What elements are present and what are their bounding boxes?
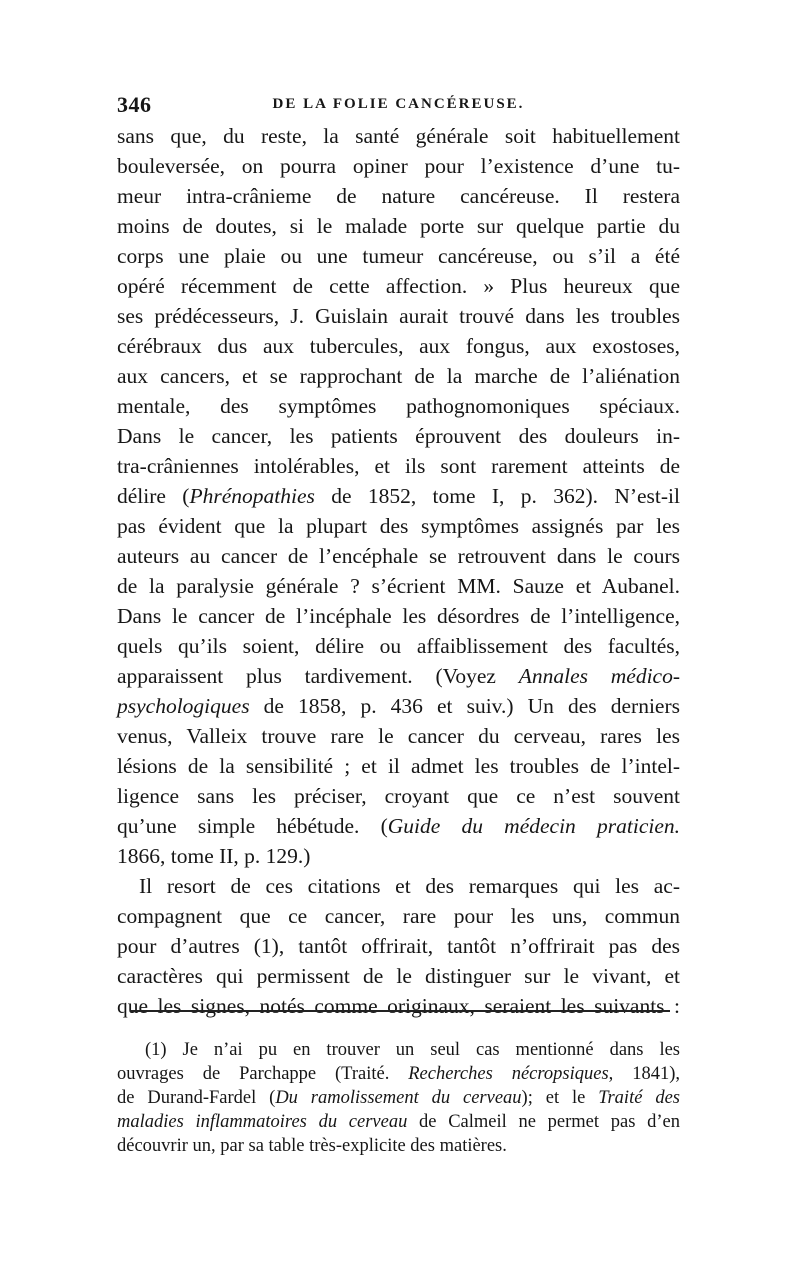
body-line: sans que, du reste, la santé générale soit habituellement	[117, 124, 680, 148]
body-line: ses prédécesseurs, J. Guislain aurait trouvé dans les troubles	[117, 304, 680, 328]
text-run: , 1841),	[608, 1064, 680, 1084]
italic-title: Du ramolissement du cerveau	[275, 1088, 522, 1108]
body-line: bouleversée, on pourra opiner pour l’existence d’une tu-	[117, 154, 680, 178]
page-number: 346	[117, 92, 152, 117]
footnote-line	[117, 1110, 680, 1134]
body-line: compagnent que ce cancer, rare pour les uns, commun	[117, 904, 680, 928]
footnote-line	[117, 1062, 680, 1086]
body-line	[117, 481, 680, 511]
body-line: auteurs au cancer de l’encéphale se retrouvent dans le cours	[117, 544, 680, 568]
body-line: corps une plaie ou une tumeur cancéreuse, ou s’il a été	[117, 244, 680, 268]
text-run: de Calmeil ne permet pas d’en	[407, 1112, 680, 1132]
text-run: qu’une simple hébétude. (	[117, 814, 388, 838]
body-line: mentale, des symptômes pathognomoniques spéciaux.	[117, 394, 680, 418]
body-line: pour d’autres (1), tantôt offrirait, tantôt n’offrirait pas des	[117, 934, 680, 958]
text-run: délire (	[117, 484, 190, 508]
body-line: 1866, tome II, p. 129.)	[117, 844, 311, 868]
italic-title: Recherches nécropsiques	[408, 1064, 609, 1084]
footnote-line: (1) Je n’ai pu en trouver un seul cas mentionné dans les	[145, 1040, 680, 1060]
text-run: de 1852, tome I, p. 362). N’est-il	[314, 484, 681, 508]
body-line: Dans le cancer de l’incéphale les désordres de l’intelligence,	[117, 604, 680, 628]
body-line: tra-crâniennes intolérables, et ils sont rarement atteints de	[117, 454, 680, 478]
footnote-line	[117, 1086, 680, 1110]
body-line: cérébraux dus aux tubercules, aux fongus, aux exostoses,	[117, 334, 680, 358]
text-run: de Durand-Fardel (	[117, 1088, 276, 1108]
body-line: caractères qui permissent de le distinguer sur le vivant, et	[117, 964, 680, 988]
italic-title: Traité des	[598, 1088, 680, 1108]
body-line	[117, 661, 680, 691]
italic-title: Phrénopathies	[189, 484, 315, 508]
italic-title: psychologiques	[117, 694, 250, 718]
footnote-divider	[130, 1010, 670, 1012]
body-line: quels qu’ils soient, délire ou affaiblissement des facultés,	[117, 634, 680, 658]
body-line	[117, 691, 680, 721]
body-line	[117, 811, 680, 841]
body-text	[117, 121, 680, 1021]
body-line: que les signes, notés comme originaux, seraient les suivants :	[117, 994, 680, 1018]
body-line: Dans le cancer, les patients éprouvent des douleurs in-	[117, 424, 680, 448]
body-line: pas évident que la plupart des symptômes assignés par les	[117, 514, 680, 538]
text-run: de 1858, p. 436 et suiv.) Un des derniers	[249, 694, 680, 718]
body-line: opéré récemment de cette affection. » Plus heureux que	[117, 274, 680, 298]
footnotes	[117, 1038, 680, 1158]
italic-title: Annales médico-	[518, 664, 680, 688]
running-title: DE LA FOLIE CANCÉREUSE.	[272, 96, 525, 112]
body-line: venus, Valleix trouve rare le cancer du cerveau, rares les	[117, 724, 680, 748]
text-run: ); et le	[521, 1088, 599, 1108]
text-run: ouvrages de Parchappe (Traité.	[117, 1064, 409, 1084]
body-line: moins de doutes, si le malade porte sur quelque partie du	[117, 214, 680, 238]
body-line: de la paralysie générale ? s’écrient MM. Sauze et Aubanel.	[117, 574, 680, 598]
footnote-line: découvrir un, par sa table très-explicite des matières.	[117, 1136, 507, 1156]
page-header	[117, 92, 680, 120]
italic-title: maladies inflammatoires du cerveau	[117, 1112, 408, 1132]
body-line: lésions de la sensibilité ; et il admet les troubles de l’intel-	[117, 754, 680, 778]
text-run: apparaissent plus tardivement. (Voyez	[117, 664, 519, 688]
body-line: Il resort de ces citations et des remarques qui les ac-	[139, 874, 680, 898]
body-line: meur intra-crânieme de nature cancéreuse. Il restera	[117, 184, 680, 208]
body-line: ligence sans les préciser, croyant que ce n’est souvent	[117, 784, 680, 808]
body-line: aux cancers, et se rapprochant de la marche de l’aliénation	[117, 364, 680, 388]
italic-title: Guide du médecin praticien.	[387, 814, 680, 838]
